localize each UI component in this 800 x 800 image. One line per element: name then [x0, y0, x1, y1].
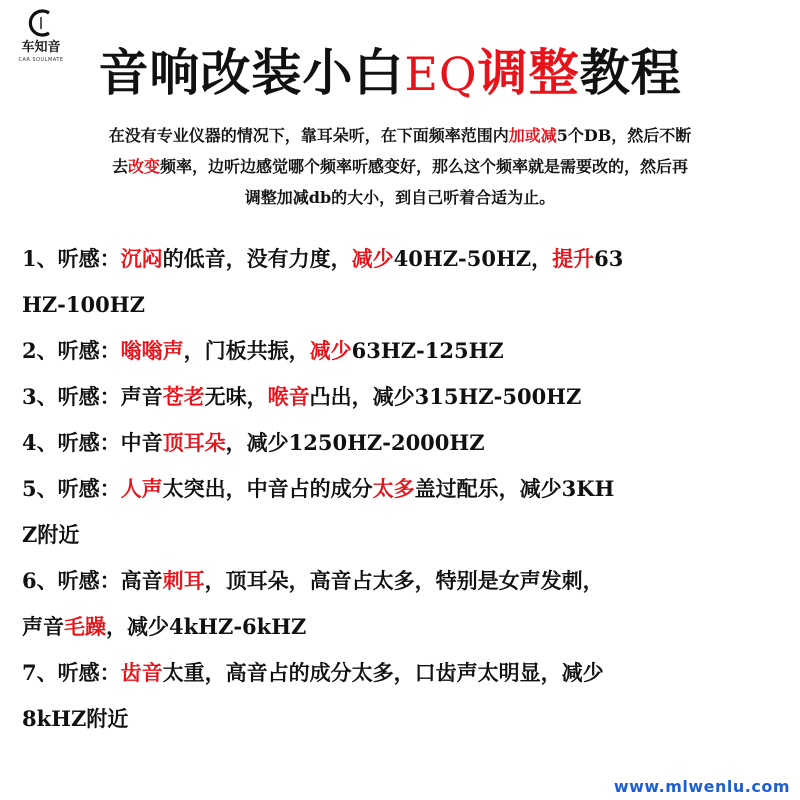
eq-tips-list [22, 236, 792, 742]
highlight-text: 嗡嗡声 [120, 338, 184, 363]
text-line [22, 374, 792, 420]
text-line [22, 282, 792, 328]
text-line [22, 512, 792, 558]
body-text: 去 [111, 157, 128, 176]
highlight-text: 刺耳 [162, 568, 205, 593]
body-text: 调整加减db的大小，到自己听着合适为止。 [244, 188, 556, 207]
eq-tip-item [22, 420, 792, 466]
body-text: 无味， [204, 384, 268, 409]
text-line [22, 558, 792, 604]
text-line [22, 696, 792, 742]
logo-name: 车知音 [21, 40, 61, 55]
body-text: 盖过配乐，减少3KH [414, 476, 615, 501]
highlight-text: 加或减 [508, 126, 557, 145]
title-part-eq: EQ [404, 47, 478, 101]
text-line [22, 420, 792, 466]
intro-paragraph [8, 120, 792, 213]
body-text: 太突出，中音占的成分 [162, 476, 373, 501]
text-line [8, 120, 792, 151]
body-text: 频率，边听边感觉哪个频率听感变好，那么这个频率就是需要改的，然后再 [160, 157, 689, 176]
highlight-text: 喉音 [267, 384, 310, 409]
highlight-text: 齿音 [120, 660, 163, 685]
text-line [22, 236, 792, 282]
brand-logo [6, 8, 76, 64]
highlight-text: 太多 [372, 476, 415, 501]
body-text: Z附近 [22, 522, 80, 547]
highlight-text: 人声 [120, 476, 163, 501]
highlight-text: 改变 [127, 157, 160, 176]
body-text: 太重，高音占的成分太多，口齿声太明显，减少 [162, 660, 604, 685]
body-text: HZ-100HZ [22, 292, 145, 317]
body-text: 在没有专业仪器的情况下，靠耳朵听，在下面频率范围内 [108, 126, 509, 145]
text-line [8, 182, 792, 213]
text-line [8, 151, 792, 182]
eq-tip-item [22, 374, 792, 420]
footer-watermark: www.mlwenlu.com [613, 777, 790, 796]
page-title [80, 38, 700, 109]
body-text: 1、听感： [22, 246, 121, 271]
text-line [22, 604, 792, 650]
highlight-text: 减少 [309, 338, 352, 363]
title-part-1: 音响改装小白 [98, 43, 405, 102]
eq-tip-item [22, 466, 792, 558]
body-text: 6、听感：高音 [22, 568, 163, 593]
highlight-text: 毛躁 [64, 614, 106, 639]
body-text: 5个DB，然后不断 [556, 126, 692, 145]
body-text: 声音 [22, 614, 64, 639]
body-text: 63HZ-125HZ [351, 338, 504, 363]
highlight-text: 苍老 [162, 384, 205, 409]
body-text: 4、听感：中音 [22, 430, 163, 455]
body-text: 40HZ-50HZ， [393, 246, 553, 271]
title-part-4: 教程 [579, 43, 682, 102]
text-line [22, 466, 792, 512]
body-text: 7、听感： [22, 660, 121, 685]
body-text: ，减少4kHZ-6kHZ [106, 614, 307, 639]
highlight-text: 顶耳朵 [162, 430, 226, 455]
body-text: ，减少1250HZ-2000HZ [225, 430, 485, 455]
logo-subtitle: CAR SOULMATE [18, 57, 64, 63]
text-line [22, 650, 792, 696]
body-text: ，门板共振， [183, 338, 310, 363]
highlight-text: 提升 [552, 246, 595, 271]
body-text: 5、听感： [22, 476, 121, 501]
text-line [22, 328, 792, 374]
body-text: 8kHZ附近 [22, 706, 129, 731]
eq-tip-item [22, 236, 792, 328]
body-text: ，顶耳朵，高音占太多，特别是女声发刺， [204, 568, 604, 593]
body-text: 凸出，减少315HZ-500HZ [309, 384, 582, 409]
eq-tip-item [22, 650, 792, 742]
logo-c-mark-icon [27, 8, 55, 38]
highlight-text: 沉闷 [120, 246, 163, 271]
body-text: 63 [594, 246, 624, 271]
highlight-text: 减少 [351, 246, 394, 271]
body-text: 的低音，没有力度， [162, 246, 352, 271]
body-text: 3、听感：声音 [22, 384, 163, 409]
eq-tip-item [22, 328, 792, 374]
body-text: 2、听感： [22, 338, 121, 363]
title-part-highlight: 调整 [477, 43, 580, 102]
eq-tip-item [22, 558, 792, 650]
